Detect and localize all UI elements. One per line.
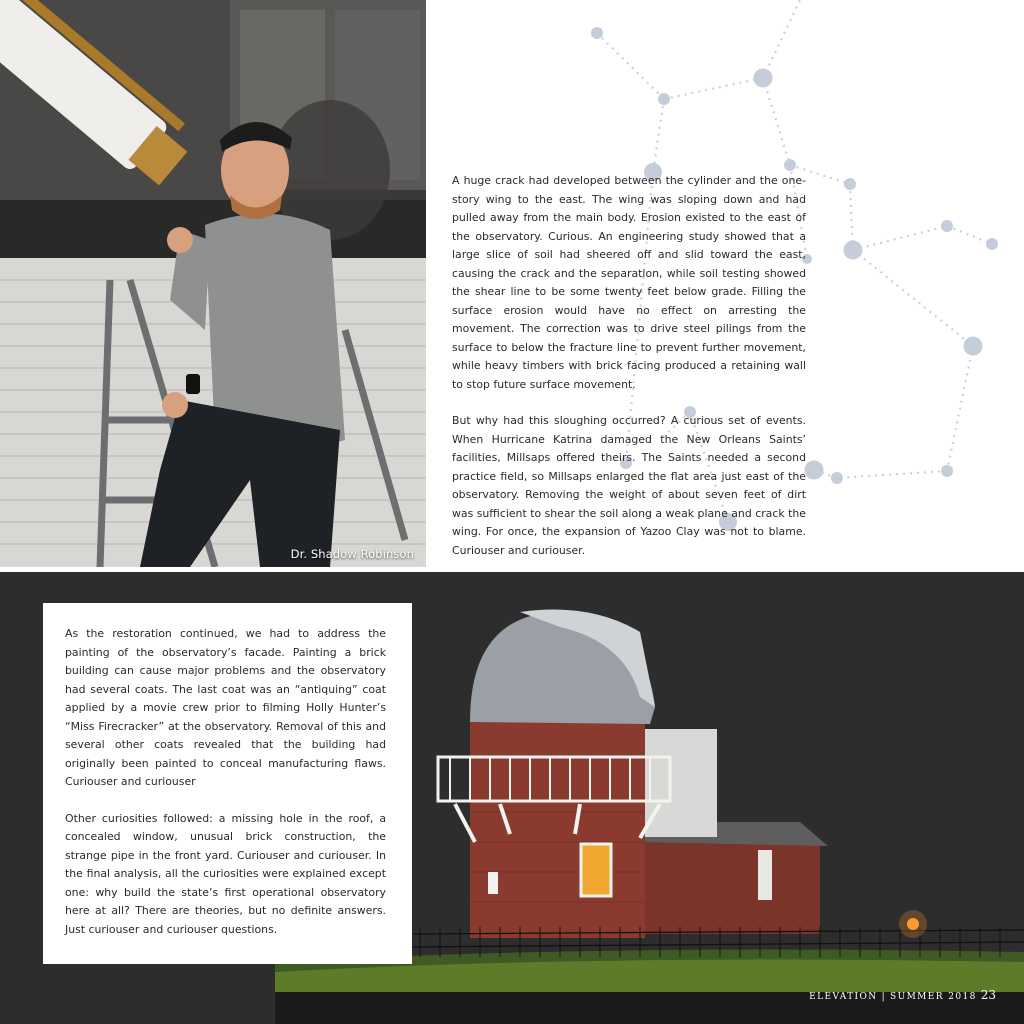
photo-caption: Dr. Shadow Robinson	[290, 547, 414, 561]
issue-label: SUMMER 2018	[890, 992, 977, 1002]
footer-separator: |	[881, 992, 887, 1002]
bottom-article-paragraph-1: As the restoration continued, we had to address the painting of the observatory’s facade. Painting a brick building can cause major problems and the observatory had several coats. The last coat was an “antiquing” coat applied by a movie crew prior to filming Holly Hunter’s “Miss Firecracker” at the observatory. Removal of this and several other coats revealed that the building had originally been painted to conceal manufacturing flaws. Curiouser and curiouser	[65, 627, 386, 788]
page-footer	[809, 988, 996, 1002]
magazine-name: ELEVATION	[809, 992, 878, 1002]
top-article-paragraph-2: But why had this sloughing occurred? A curious set of events. When Hurricane Katrina damaged the New Orleans Saints’ facilities, Millsaps offered theirs. The Saints needed a second practice field, so Millsaps enlarged the flat area just east of the observatory. Removing the weight of about seven feet of dirt was sufficient to shear the soil along a weak plane and crack the wing. For once, the expansion of Yazoo Clay was not to blame. Curiouser and curiouser.	[452, 414, 806, 557]
bottom-article-paragraph-2: Other curiosities followed: a missing hole in the roof, a concealed window, unusual brick construction, the strange pipe in the front yard. Curiouser and curiouser. In the final analysis, all the curiosities were explained except one: why build the state’s first operational observatory here at all? There are theories, but no definite answers. Just curiouser and curiouser questions.	[65, 811, 386, 936]
bottom-article	[43, 603, 412, 964]
top-article-paragraph-1: A huge crack had developed between the cylinder and the one-story wing to the east. The wing was sloping down and had pulled away from the main body. Erosion existed to the east of the observatory. Curious. An engineering study showed that a large slice of soil had sheered off and slid toward the east, causing the crack and the separation, while soil testing showed the shear line to be some twenty feet below grade. Filling the surface erosion would have no effect on arresting the movement. The correction was to drive steel pilings from the surface to below the fracture line to prevent further movement, while heavy timbers with brick facing produced a retaining wall to stop future surface movement.	[452, 174, 806, 391]
page-number: 23	[980, 988, 996, 1002]
astronomer-photo	[0, 0, 426, 567]
astronomer-photo-illustration	[0, 0, 426, 567]
observatory-night-section	[0, 572, 1024, 1024]
top-article	[452, 172, 806, 578]
